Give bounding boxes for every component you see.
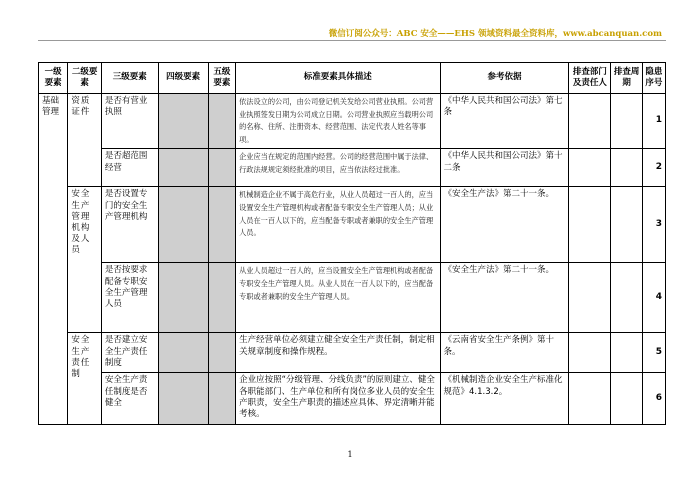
cycle-cell	[611, 333, 642, 373]
table-row	[39, 94, 666, 149]
table-header-row	[39, 63, 666, 94]
col-header-seq: 隐患序号	[642, 63, 665, 94]
dept-cell	[569, 263, 611, 333]
ref-cell: 《云南省安全生产条例》第十条。	[440, 333, 569, 373]
group-l2-org-text: 全生产管理机构及人员	[71, 189, 91, 256]
table-row	[39, 333, 666, 373]
l5-cell	[208, 149, 235, 187]
desc-cell: 企业应按照“分级管理、分线负责”的原则建立、健全各职能部门、生产单位和所有岗位多业人员的安全生产职责，安全生产职责的描述应具体、界定清晰并能考核。	[236, 373, 440, 425]
desc-cell: 生产经营单位必须建立健全安全生产责任制，制定相关规章制度和操作规程。	[236, 333, 440, 373]
cycle-cell	[611, 149, 642, 187]
seq-cell: 6	[642, 373, 665, 425]
group-l2-org	[68, 187, 102, 333]
col-header-l5: 五级要素	[208, 63, 235, 94]
ref-cell: 《安全生产法》第二十一条。	[440, 187, 569, 263]
ref-cell: 《中华人民共和国公司法》第十二条	[440, 149, 569, 187]
l4-cell	[158, 333, 208, 373]
l3-cell: 是否有营业执照	[101, 94, 158, 149]
col-header-l4: 四级要素	[158, 63, 208, 94]
l4-cell	[158, 373, 208, 425]
ref-cell: 《中华人民共和国公司法》第七条	[440, 94, 569, 149]
col-header-l1: 一级要素	[39, 63, 68, 94]
seq-cell: 5	[642, 333, 665, 373]
l4-cell	[158, 94, 208, 149]
ref-cell: 《安全生产法》第二十一条。	[440, 263, 569, 333]
l5-cell	[208, 187, 235, 263]
l3-cell: 是否建立安全生产责任制度	[101, 333, 158, 373]
header-banner: 微信订阅公众号：ABC 安全——EHS 领域资料最全资料库，www.abcanquan.com	[328, 29, 662, 39]
inspection-table	[38, 62, 666, 425]
l5-cell	[208, 333, 235, 373]
l3-cell: 是否设置专门的安全生产管理机构	[101, 187, 158, 263]
table-row	[39, 263, 666, 333]
desc-cell: 机械制造企业不属于高危行业，从业人员超过一百人的，应当设置安全生产管理机构或者配备专职安全生产管理人员；从业人员在一百人以下的，应当配备专职或者兼职的安全生产管理人员。	[236, 187, 440, 263]
col-header-l2: 二级要素	[68, 63, 102, 94]
group-l1-basic: 基础管理	[39, 94, 68, 425]
desc-cell: 企业应当在规定的范围内经营。公司的经营范围中属于法律、行政法规规定须经批准的项目，应当依法经过批准。	[236, 149, 440, 187]
l3-cell: 是否按要求配备专职安全生产管理人员	[101, 263, 158, 333]
dept-cell	[569, 333, 611, 373]
group-l2-org-prefix: 安	[71, 189, 81, 200]
cycle-cell	[611, 373, 642, 425]
dept-cell	[569, 187, 611, 263]
l5-cell	[208, 263, 235, 333]
table-row	[39, 373, 666, 425]
dept-cell	[569, 94, 611, 149]
l4-cell	[158, 263, 208, 333]
l5-cell	[208, 373, 235, 425]
col-header-l3: 三级要素	[101, 63, 158, 94]
col-header-dept: 排查部门及责任人	[569, 63, 611, 94]
l4-cell	[158, 187, 208, 263]
l3-cell: 是否超范围经营	[101, 149, 158, 187]
l3-cell: 安全生产责任制度是否健全	[101, 373, 158, 425]
col-header-cycle: 排查周期	[611, 63, 642, 94]
seq-cell: 2	[642, 149, 665, 187]
group-l2-license: 资质证件	[68, 94, 102, 187]
dept-cell	[569, 373, 611, 425]
col-header-ref: 参考依据	[440, 63, 569, 94]
page-number: 1	[347, 450, 353, 459]
group-l2-resp: 安全生产责任制	[68, 333, 102, 425]
cycle-cell	[611, 187, 642, 263]
table-row	[39, 149, 666, 187]
l5-cell	[208, 94, 235, 149]
header-divider	[38, 40, 666, 41]
cycle-cell	[611, 94, 642, 149]
table-row	[39, 187, 666, 263]
col-header-desc: 标准要素具体描述	[236, 63, 440, 94]
ref-cell: 《机械制造企业安全生产标准化规范》4.1.3.2。	[440, 373, 569, 425]
dept-cell	[569, 149, 611, 187]
l4-cell	[158, 149, 208, 187]
seq-cell: 1	[642, 94, 665, 149]
desc-cell: 依法设立的公司，由公司登记机关发给公司营业执照。公司营业执照签发日期为公司成立日期。公司营业执照应当载明公司的名称、住所、注册资本、经营范围、法定代表人姓名等事项。	[236, 94, 440, 149]
desc-cell: 从业人员超过一百人的，应当设置安全生产管理机构或者配备专职安全生产管理人员。从业人员在一百人以下的，应当配备专职或者兼职的安全生产管理人员。	[236, 263, 440, 333]
cycle-cell	[611, 263, 642, 333]
seq-cell: 3	[642, 187, 665, 263]
seq-cell: 4	[642, 263, 665, 333]
